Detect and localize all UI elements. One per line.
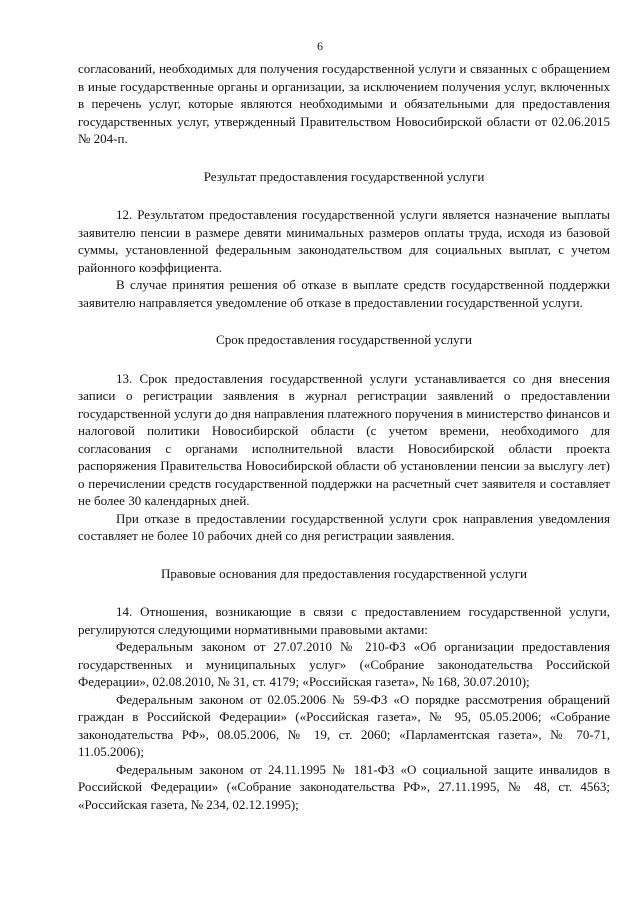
heading-result: Результат предоставления государственной услуги <box>203 168 485 184</box>
paragraph-refusal-notice: В случае принятия решения об отказе в выплате средств государственной поддержки заявителю направляется уведомление об отказе в предоставлении государственной услуги. <box>78 277 610 310</box>
law-210-fz: Федеральным законом от 27.07.2010 № 210-ФЗ «Об организации предоставления государственных и муниципальных услуг» («Собрание законодательства Российской Федерации», 02.08.2010, № 31, ст. 4179; «Российская газета», № 168, 30.07.2010); <box>78 639 610 689</box>
law-181-fz: Федеральным законом от 24.11.1995 № 181-ФЗ «О социальной защите инвалидов в Российской Федерации» («Собрание законодательства РФ», 27.11.1995, № 48, ст. 4563; «Российская газета, № 234, 02.12.1995); <box>78 761 610 812</box>
heading-term: Срок предоставления государственной услуги <box>216 332 472 347</box>
intro-paragraph: согласований, необходимых для получения государственной услуги и связанных с обращением в иные государственные органы и организации, за исключением получения услуг, включенных в перечень услуг, которые являются необходимыми и обязательными для предоставления государственных услуг, утвержденный Правительством Новосибирской области от 02.06.2015 № 204-п. <box>78 61 610 146</box>
heading-legal-basis: Правовые основания для предоставления государственной услуги <box>160 565 528 581</box>
paragraph-13: 13. Срок предоставления государственной услуги устанавливается со дня внесения записи о регистрации заявления в журнал регистрации заявлений о предоставлении государственной услуги до дня направления платежного поручения в министерство финансов и налоговой политики Новосибирской области (с учетом времени, необходимого для согласования с органами исполнительной власти Новосибирской области проекта распоряжения Правительства Новосибирской области об установлении пенсии за выслугу лет) о перечислении средств государственной поддержки на расчетный счет заявителя и составляет не более 30 календарных дней. <box>78 370 610 508</box>
paragraph-12: 12. Результатом предоставления государственной услуги является назначение выплаты заявителю пенсии в размере девяти минимальных размеров оплаты труда, исходя из базовой суммы, установленной федеральным законодательством для социальных выплат, с учетом районного коэффициента. <box>78 207 610 275</box>
paragraph-14: 14. Отношения, возникающие в связи с предоставлением государственной услуги, регулируются следующими нормативными правовыми актами: <box>78 604 610 637</box>
page-content <box>78 60 610 813</box>
page-number: 6 <box>317 39 323 53</box>
paragraph-refusal-term: При отказе в предоставлении государственной услуги срок направления уведомления составляет не более 10 рабочих дней со дня регистрации заявления. <box>78 510 610 543</box>
law-59-fz: Федеральным законом от 02.05.2006 № 59-ФЗ «О порядке рассмотрения обращений граждан в Российской Федерации» («Российская газета», № 95, 05.05.2006; «Собрание законодательства РФ», 08.05.2006, № 19, ст. 2060; «Парламентская газета», № 70-71, 11.05.2006); <box>78 691 610 759</box>
